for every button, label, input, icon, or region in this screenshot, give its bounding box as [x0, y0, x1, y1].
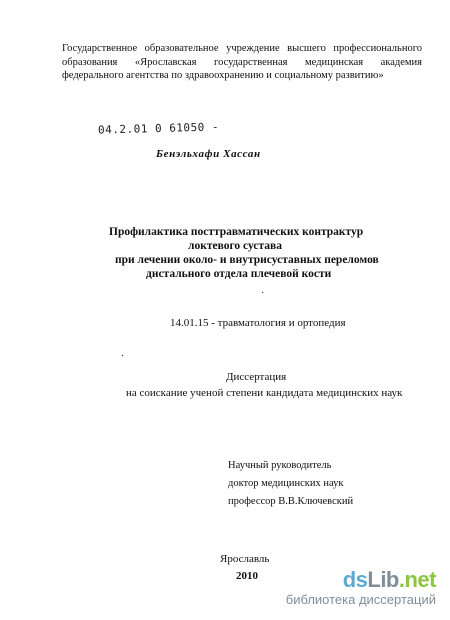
title-line-4: дистального отдела плечевой кости [146, 268, 332, 280]
document-type: Диссертация [226, 371, 287, 383]
logo-part-ds: ds [342, 567, 368, 592]
institution-line-2: образования «Ярославская государственная медицинская академия [62, 56, 422, 68]
advisor-name: профессор В.В.Ключевский [228, 496, 354, 507]
degree-statement: на соискание ученой степени кандидата медицинских наук [126, 387, 403, 399]
institution-line-1: Государственное образовательное учреждение высшего профессионального [62, 43, 422, 54]
city: Ярославль [220, 553, 270, 565]
logo-part-net: .net [398, 567, 436, 592]
advisor-degree: доктор медицинских наук [228, 478, 344, 489]
watermark-subtitle: библиотека диссертаций [285, 592, 436, 607]
specialty-code: 14.01.15 - травматология и ортопедия [170, 317, 346, 329]
dslib-watermark [286, 568, 436, 608]
registration-stamp: 04.2.01 0 61050 - [97, 120, 220, 137]
speck-mark: · [261, 288, 265, 299]
title-line-2: локтевого сустава [188, 240, 282, 252]
institution-header [62, 42, 422, 83]
speck-mark: · [121, 351, 125, 362]
logo-part-lib: Lib [367, 567, 399, 592]
dslib-logo [286, 568, 436, 592]
institution-line-3: федерального агентства по здравоохранению и социальному развитию» [62, 70, 384, 81]
year: 2010 [236, 570, 258, 582]
author-name: Бенэльхафи Хассан [156, 148, 261, 160]
title-line-1: Профилактика посттравматических контрактур [109, 226, 364, 238]
title-line-3: при лечении около- и внутрисуставных переломов [115, 254, 379, 266]
advisor-role: Научный руководитель [228, 460, 332, 471]
